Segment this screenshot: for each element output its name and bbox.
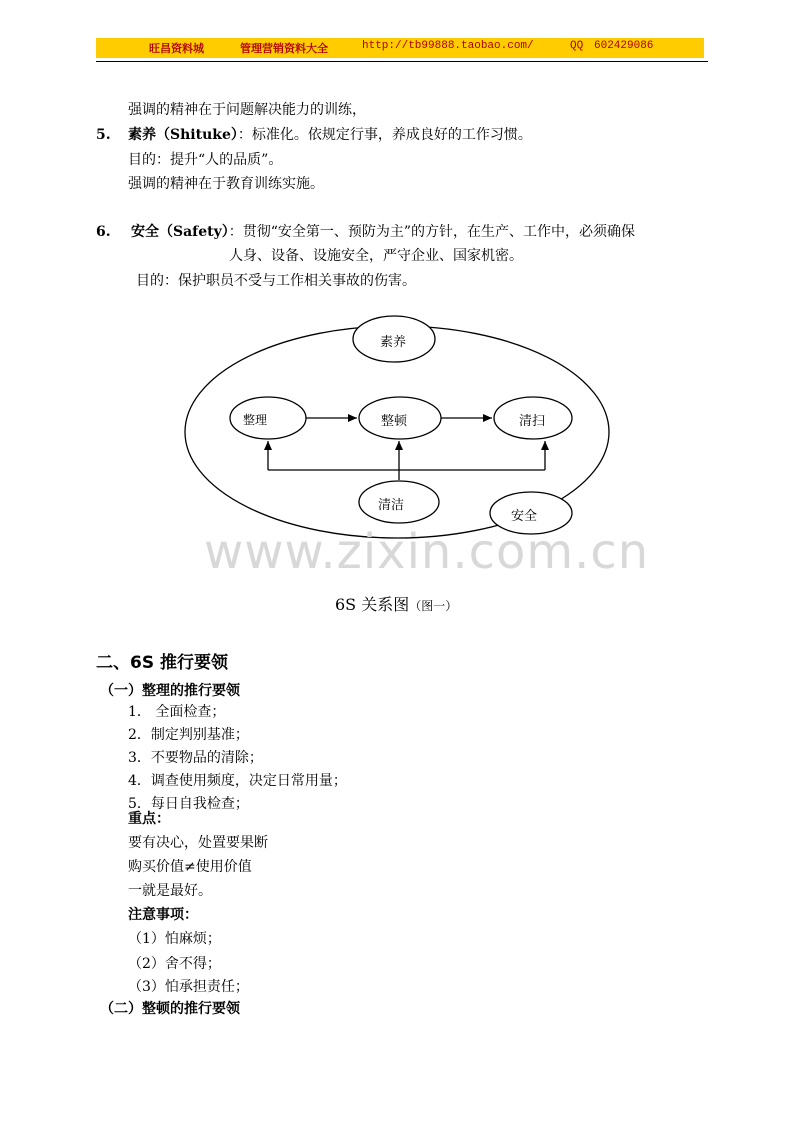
caption-sub: （图一） [409,599,458,613]
key-label: 重点： [128,811,170,827]
label-zhengdun: 整顿 [381,414,408,429]
item-number: 5. [96,127,111,143]
notes-label: 注意事项： [128,907,198,923]
label-zhengli: 整理 [243,413,268,427]
step-item: 4．调查使用频度，决定日常用量； [128,773,347,789]
section-title: 二、6S 推行要领 [96,653,228,673]
caption-main: 6S 关系图 [335,595,410,614]
key-line: 购买价值≠使用价值 [128,859,252,875]
watermark: www.zixin.com.cn [204,524,650,580]
item-number: 6. [96,224,111,240]
item6-goal: 目的：保护职员不受与工作相关事故的伤害。 [136,273,416,289]
node-zhengli [230,397,306,439]
item6-title: 安全（Safety） [131,224,229,240]
note-item: （1）怕麻烦； [128,931,221,947]
step-item: 2．制定判别基准； [128,727,249,743]
label-anquan: 安全 [511,509,538,524]
note-item: （2）舍不得； [128,956,221,972]
diagram-caption [335,592,457,615]
item5-title: 素养（Shituke） [128,127,238,143]
header-qq-label: QQ [570,40,584,52]
subsection-title: （一）整理的推行要领 [100,683,240,699]
item6-text: ：贯彻“安全第一、预防为主”的方针，在生产、工作中，必须确保 [228,224,636,240]
step-item: 3．不要物品的清除； [128,750,263,766]
label-qingjie: 清洁 [378,498,405,513]
item5-emphasis: 强调的精神在于教育训练实施。 [128,176,324,192]
subsection-title: （二）整顿的推行要领 [100,1001,240,1017]
key-line: 一就是最好。 [128,883,212,899]
step-item: 1． 全面检查； [128,704,226,720]
header-tagline: 管理营销资料大全 [240,42,328,55]
item5-goal: 目的：提升“人的品质”。 [128,152,283,168]
key-line: 要有决心，处置要果断 [128,835,268,851]
header-url[interactable]: http://tb99888.taobao.com/ [362,40,534,52]
note-item: （3）怕承担责任； [128,979,249,995]
header-shop-name: 旺昌资料城 [149,42,204,55]
header-qq-number: 602429086 [594,40,654,52]
label-suyang: 素养 [380,335,407,350]
item5-text: ：标准化。依规定行事，养成良好的工作习惯。 [237,127,532,143]
item6-text-cont: 人身、设备、设施安全，严守企业、国家机密。 [229,248,523,264]
text-line: 强调的精神在于问题解决能力的训练， [128,102,366,118]
label-qingsao: 清扫 [519,414,546,429]
step-item: 5．每日自我检查； [128,796,249,812]
